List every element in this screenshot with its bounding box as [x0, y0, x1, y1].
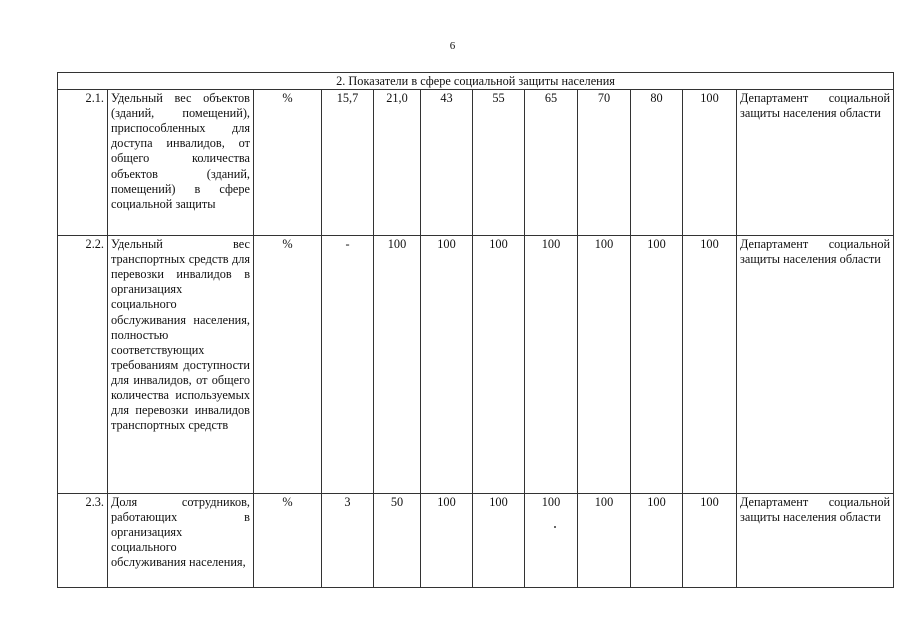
value-cell: 100 [525, 236, 578, 494]
row-number: 2.3. [58, 494, 108, 588]
value-cell: 15,7 [322, 90, 374, 236]
value-cell: 70 [578, 90, 631, 236]
value-cell: 100 [683, 236, 737, 494]
value-cell: 80 [631, 90, 683, 236]
section-title: 2. Показатели в сфере социальной защиты населения [58, 73, 894, 90]
value-cell: 100 [473, 236, 525, 494]
unit-cell: % [254, 236, 322, 494]
indicator-name: Удельный вес транспортных средств для перевозки инвалидов в организациях социального обслуживания населения, полностью соответствующих требованиям доступности для инвалидов, от общего количества используемых для перевозки инвалидов транспортных средств [108, 236, 254, 494]
table-row [58, 236, 894, 494]
responsible-cell: Департамент социальной защиты населения области [737, 90, 894, 236]
value-cell: 100 [683, 494, 737, 588]
row-number: 2.1. [58, 90, 108, 236]
value-cell: 100 [421, 236, 473, 494]
value-cell: 100 [631, 236, 683, 494]
value-cell: 43 [421, 90, 473, 236]
value-cell: 65 [525, 90, 578, 236]
value-cell: 50 [374, 494, 421, 588]
value-cell: - [322, 236, 374, 494]
value-cell: 100 [578, 494, 631, 588]
indicators-table [57, 72, 894, 588]
value-cell: 55 [473, 90, 525, 236]
value-cell: 100 [374, 236, 421, 494]
value-cell: 100 [631, 494, 683, 588]
value-cell: 100 [421, 494, 473, 588]
indicator-name: Доля сотрудников, работающих в организациях социального обслуживания населения, [108, 494, 254, 588]
value-cell: 3 [322, 494, 374, 588]
value-cell: 100 [525, 494, 578, 588]
section-header-row [58, 73, 894, 90]
unit-cell: % [254, 90, 322, 236]
value-cell: 100 [683, 90, 737, 236]
table-row [58, 494, 894, 588]
responsible-cell: Департамент социальной защиты населения области [737, 236, 894, 494]
table-row [58, 90, 894, 236]
value-cell: 100 [473, 494, 525, 588]
scan-dot [554, 526, 556, 528]
indicator-name: Удельный вес объектов (зданий, помещений), приспособленных для доступа инвалидов, от общего количества объектов (зданий, помещений) в сфере социальной защиты [108, 90, 254, 236]
page-number: 6 [449, 40, 456, 52]
unit-cell: % [254, 494, 322, 588]
value-cell: 100 [578, 236, 631, 494]
responsible-cell: Департамент социальной защиты населения области [737, 494, 894, 588]
row-number: 2.2. [58, 236, 108, 494]
value-cell: 21,0 [374, 90, 421, 236]
